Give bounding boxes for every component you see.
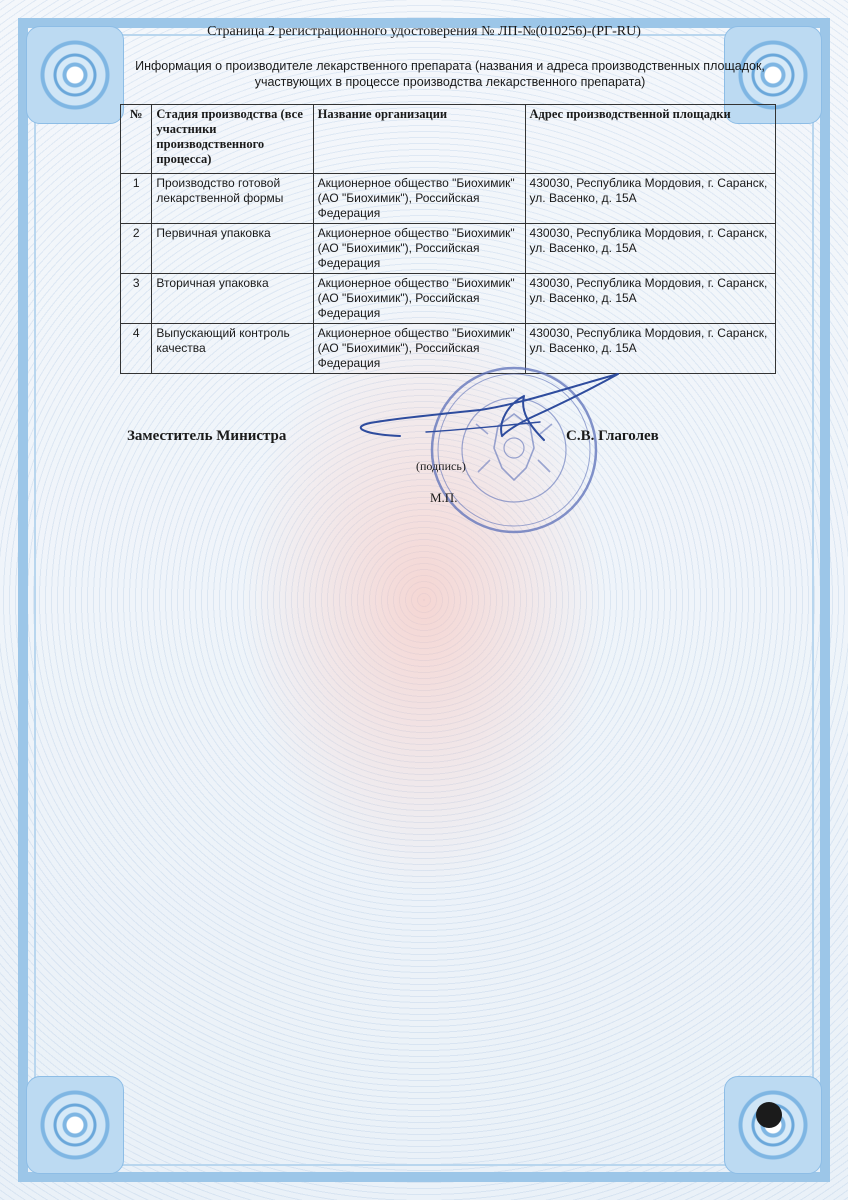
column-header-address: Адрес производственной площадки: [525, 105, 775, 174]
column-header-number: №: [121, 105, 152, 174]
corner-rosette-icon: [26, 1076, 124, 1174]
signature-caption: (подпись): [416, 459, 466, 473]
row-number: 2: [121, 224, 152, 274]
table-row: [121, 174, 776, 224]
row-number: 1: [121, 174, 152, 224]
table-row: [121, 274, 776, 324]
seal-caption: М.П.: [430, 490, 458, 505]
row-stage: Вторичная упаковка: [152, 274, 313, 324]
row-address: 430030, Республика Мордовия, г. Саранск, ул. Васенко, д. 15А: [525, 324, 775, 374]
punch-hole: [756, 1102, 782, 1128]
signatory-name: С.В. Глаголев: [566, 428, 659, 444]
handwritten-signature-icon: [330, 360, 630, 460]
section-subtitle: [120, 58, 780, 90]
row-stage: Производство готовой лекарственной формы: [152, 174, 313, 224]
row-organization: Акционерное общество "Биохимик" (АО "Биохимик"), Российская Федерация: [313, 274, 525, 324]
column-header-stage: Стадия производства (все участники производственного процесса): [152, 105, 313, 174]
row-stage: Выпускающий контроль качества: [152, 324, 313, 374]
row-organization: Акционерное общество "Биохимик" (АО "Биохимик"), Российская Федерация: [313, 174, 525, 224]
subtitle-line-2: участвующих в процессе производства лекарственного препарата): [254, 75, 646, 89]
subtitle-line-1: Информация о производителе лекарственного препарата (названия и адреса производственных площадок,: [135, 59, 765, 73]
production-sites-table: [120, 104, 776, 374]
page-title: Страница 2 регистрационного удостоверения № ЛП-№(010256)-(РГ-RU): [207, 24, 641, 39]
signatory-position: Заместитель Министра: [127, 428, 287, 444]
row-number: 3: [121, 274, 152, 324]
table-row: [121, 224, 776, 274]
corner-rosette-icon: [26, 26, 124, 124]
row-address: 430030, Республика Мордовия, г. Саранск, ул. Васенко, д. 15А: [525, 224, 775, 274]
row-address: 430030, Республика Мордовия, г. Саранск, ул. Васенко, д. 15А: [525, 274, 775, 324]
column-header-organization: Название организации: [313, 105, 525, 174]
table-header-row: [121, 105, 776, 174]
row-organization: Акционерное общество "Биохимик" (АО "Биохимик"), Российская Федерация: [313, 224, 525, 274]
row-number: 4: [121, 324, 152, 374]
row-organization: Акционерное общество "Биохимик" (АО "Биохимик"), Российская Федерация: [313, 324, 525, 374]
row-stage: Первичная упаковка: [152, 224, 313, 274]
row-address: 430030, Республика Мордовия, г. Саранск, ул. Васенко, д. 15А: [525, 174, 775, 224]
